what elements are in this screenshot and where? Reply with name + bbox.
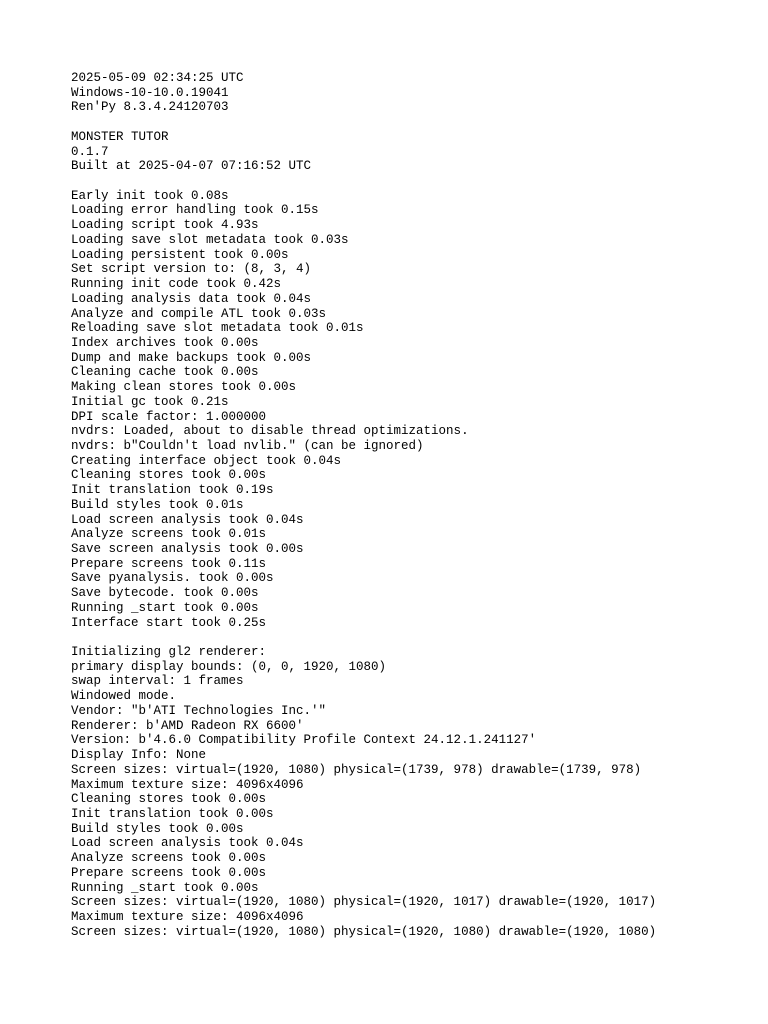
- log-line: Cleaning stores took 0.00s: [71, 468, 267, 483]
- log-line: Running _start took 0.00s: [71, 880, 259, 895]
- log-line: nvdrs: Loaded, about to disable thread optimizations.: [71, 424, 469, 439]
- log-line: Build styles took 0.01s: [71, 497, 244, 512]
- log-line: Loading save slot metadata took 0.03s: [71, 232, 349, 247]
- log-line: Prepare screens took 0.11s: [71, 556, 267, 571]
- log-line: Init translation took 0.19s: [71, 483, 274, 498]
- log-line: Built at 2025-04-07 07:16:52 UTC: [71, 159, 312, 174]
- log-line: Loading analysis data took 0.04s: [71, 291, 312, 306]
- log-line: Initializing gl2 renderer:: [71, 645, 267, 660]
- log-line: 2025-05-09 02:34:25 UTC: [71, 71, 244, 85]
- log-line: Reloading save slot metadata took 0.01s: [71, 321, 364, 336]
- log-line: Loading persistent took 0.00s: [71, 247, 289, 262]
- log-line: Initial gc took 0.21s: [71, 394, 229, 409]
- blank-line: [71, 174, 656, 189]
- log-line: Renderer: b'AMD Radeon RX 6600': [71, 718, 304, 733]
- log-line: Windows-10-10.0.19041: [71, 85, 229, 100]
- log-line: Version: b'4.6.0 Compatibility Profile Context 24.12.1.241127': [71, 733, 537, 748]
- log-line: Dump and make backups took 0.00s: [71, 350, 312, 365]
- blank-line: [71, 630, 656, 645]
- log-line: Save screen analysis took 0.00s: [71, 542, 304, 556]
- log-line: 0.1.7: [71, 144, 109, 159]
- log-line: nvdrs: b"Couldn't load nvlib." (can be ignored): [71, 438, 424, 453]
- log-line: Save pyanalysis. took 0.00s: [71, 571, 274, 586]
- log-line: Screen sizes: virtual=(1920, 1080) physical=(1920, 1080) drawable=(1920, 1080): [71, 924, 657, 939]
- log-line: DPI scale factor: 1.000000: [71, 409, 267, 424]
- log-line: Prepare screens took 0.00s: [71, 865, 267, 880]
- log-line: Early init took 0.08s: [71, 188, 229, 203]
- log-text: [71, 71, 656, 939]
- log-line: Loading script took 4.93s: [71, 218, 259, 233]
- log-line: Analyze screens took 0.00s: [71, 851, 267, 866]
- log-line: Cleaning cache took 0.00s: [71, 365, 259, 380]
- log-line: Creating interface object took 0.04s: [71, 453, 342, 468]
- log-line: Running _start took 0.00s: [71, 600, 259, 615]
- log-line: Loading error handling took 0.15s: [71, 203, 319, 218]
- log-line: Save bytecode. took 0.00s: [71, 586, 259, 601]
- log-line: Screen sizes: virtual=(1920, 1080) physical=(1739, 978) drawable=(1739, 978): [71, 762, 642, 777]
- log-line: Init translation took 0.00s: [71, 806, 274, 821]
- log-line: Maximum texture size: 4096x4096: [71, 909, 304, 924]
- log-line: Load screen analysis took 0.04s: [71, 512, 304, 527]
- log-line: Analyze screens took 0.01s: [71, 527, 267, 542]
- log-line: Load screen analysis took 0.04s: [71, 836, 304, 851]
- log-line: Vendor: "b'ATI Technologies Inc.'": [71, 703, 327, 718]
- blank-line: [71, 115, 656, 130]
- log-line: Set script version to: (8, 3, 4): [71, 262, 312, 277]
- log-line: Index archives took 0.00s: [71, 335, 259, 350]
- log-line: Analyze and compile ATL took 0.03s: [71, 306, 327, 321]
- log-line: Ren'Py 8.3.4.24120703: [71, 100, 229, 115]
- log-line: Interface start took 0.25s: [71, 615, 267, 630]
- log-line: primary display bounds: (0, 0, 1920, 1080): [71, 659, 387, 674]
- log-line: Windowed mode.: [71, 689, 177, 704]
- log-line: Maximum texture size: 4096x4096: [71, 777, 304, 792]
- log-line: Screen sizes: virtual=(1920, 1080) physical=(1920, 1017) drawable=(1920, 1017): [71, 895, 657, 910]
- log-line: Running init code took 0.42s: [71, 277, 282, 292]
- log-line: Build styles took 0.00s: [71, 821, 244, 836]
- log-line: Display Info: None: [71, 748, 207, 763]
- log-line: Making clean stores took 0.00s: [71, 380, 297, 395]
- log-line: MONSTER TUTOR: [71, 129, 169, 144]
- log-line: swap interval: 1 frames: [71, 674, 244, 689]
- log-line: Cleaning stores took 0.00s: [71, 792, 267, 807]
